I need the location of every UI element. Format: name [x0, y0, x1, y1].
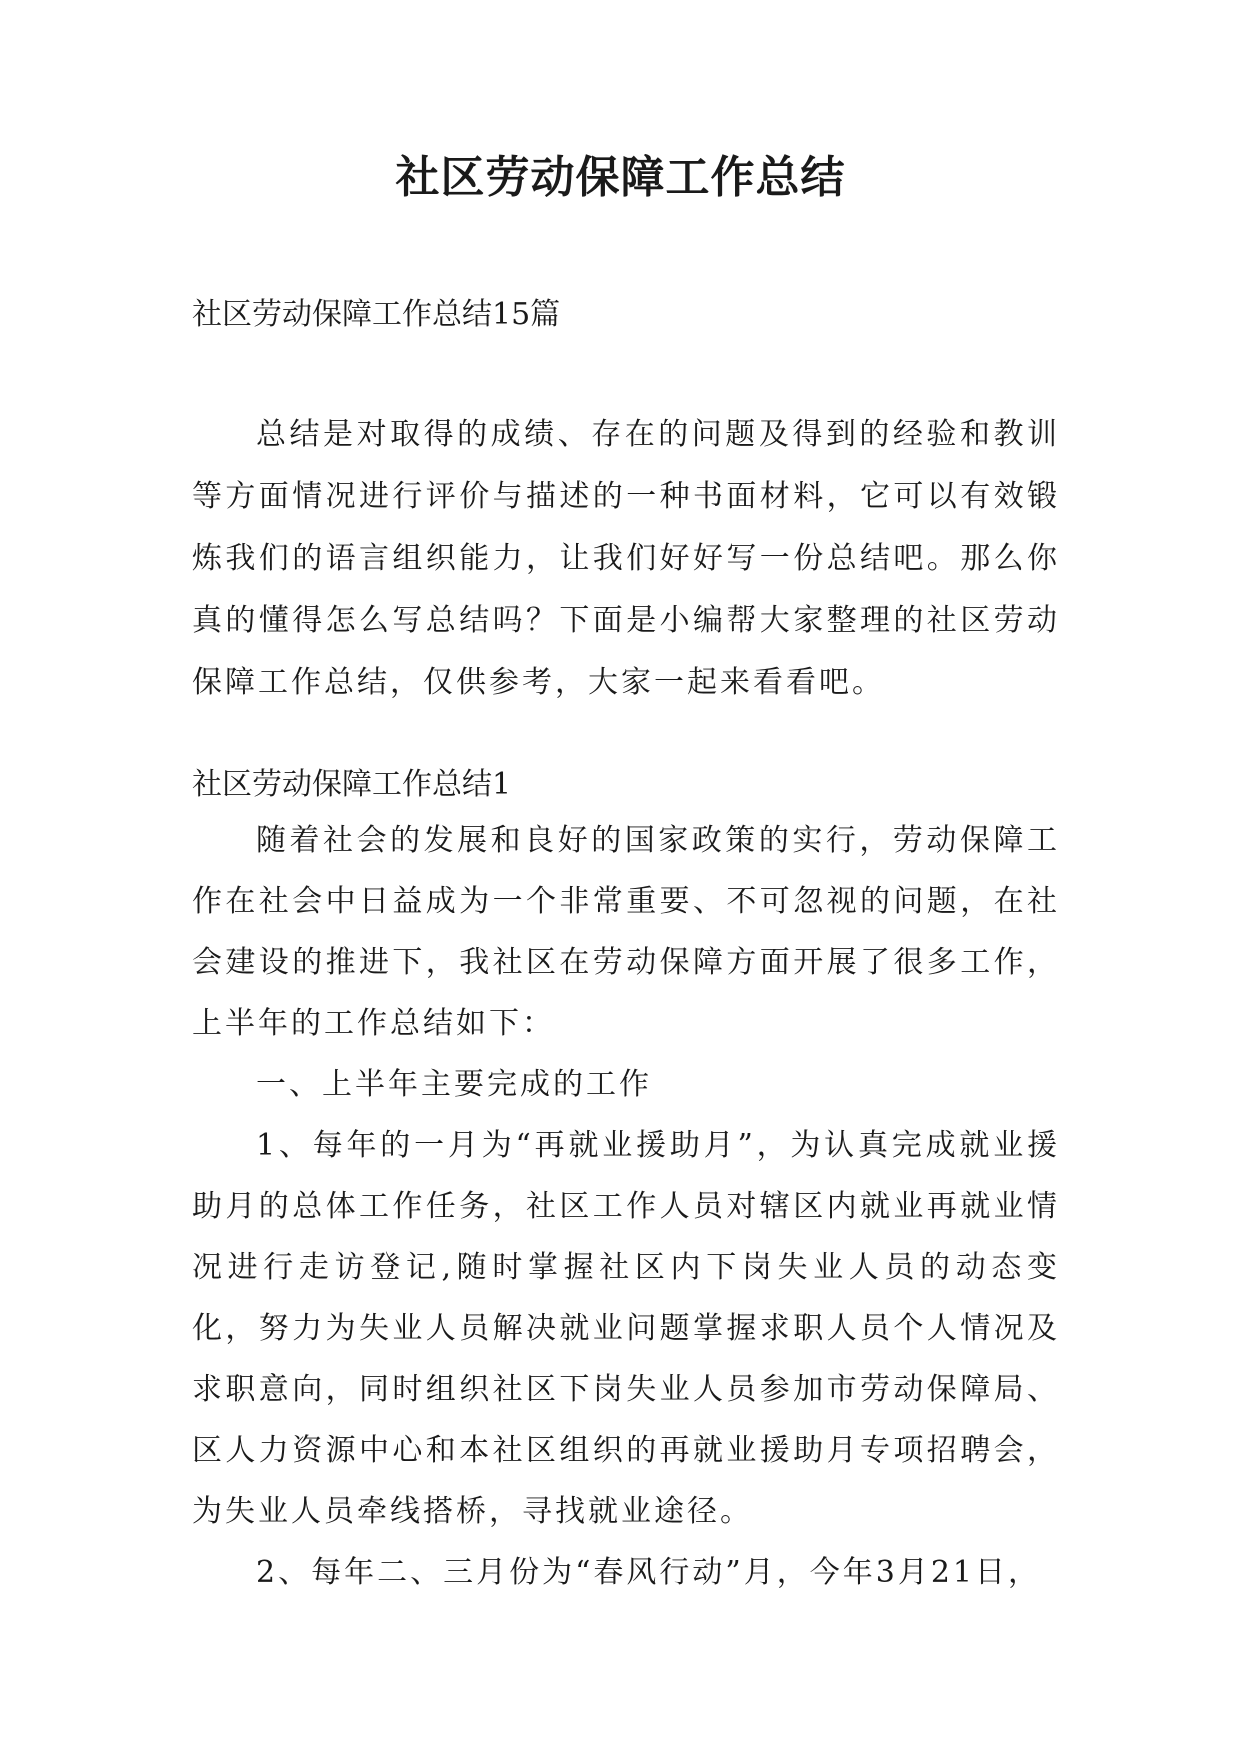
document-subtitle: 社区劳动保障工作总结15篇 — [192, 297, 561, 332]
body-paragraph: 1、每年的一月为“再就业援助月”，为认真完成就业援助月的总体工作任务，社区工作人员对辖区内就业再就业情况进行走访登记,随时掌握社区内下岗失业人员的动态变化，努力为失业人员解决就业问题掌握求职人员个人情况及求职意向，同时组织社区下岗失业人员参加市劳动保障局、区人力资源中心和本社区组织的再就业援助月专项招聘会，为失业人员牵线搭桥，寻找就业途径。 — [192, 1128, 1060, 1529]
subsection-heading: 一、上半年主要完成的工作 — [256, 1067, 652, 1102]
body-paragraph: 2、每年二、三月份为“春风行动”月，今年3月21日， — [256, 1555, 1042, 1590]
section-heading: 社区劳动保障工作总结1 — [192, 767, 512, 802]
body-paragraph: 随着社会的发展和良好的国家政策的实行，劳动保障工作在社会中日益成为一个非常重要、不可忽视的问题，在社会建设的推进下，我社区在劳动保障方面开展了很多工作，上半年的工作总结如下： — [192, 823, 1060, 1041]
document-title: 社区劳动保障工作总结 — [395, 152, 846, 203]
intro-paragraph: 总结是对取得的成绩、存在的问题及得到的经验和教训等方面情况进行评价与描述的一种书面材料，它可以有效锻炼我们的语言组织能力，让我们好好写一份总结吧。那么你真的懂得怎么写总结吗？下面是小编帮大家整理的社区劳动保障工作总结，仅供参考，大家一起来看看吧。 — [192, 417, 1060, 700]
section-body — [192, 810, 1060, 1603]
